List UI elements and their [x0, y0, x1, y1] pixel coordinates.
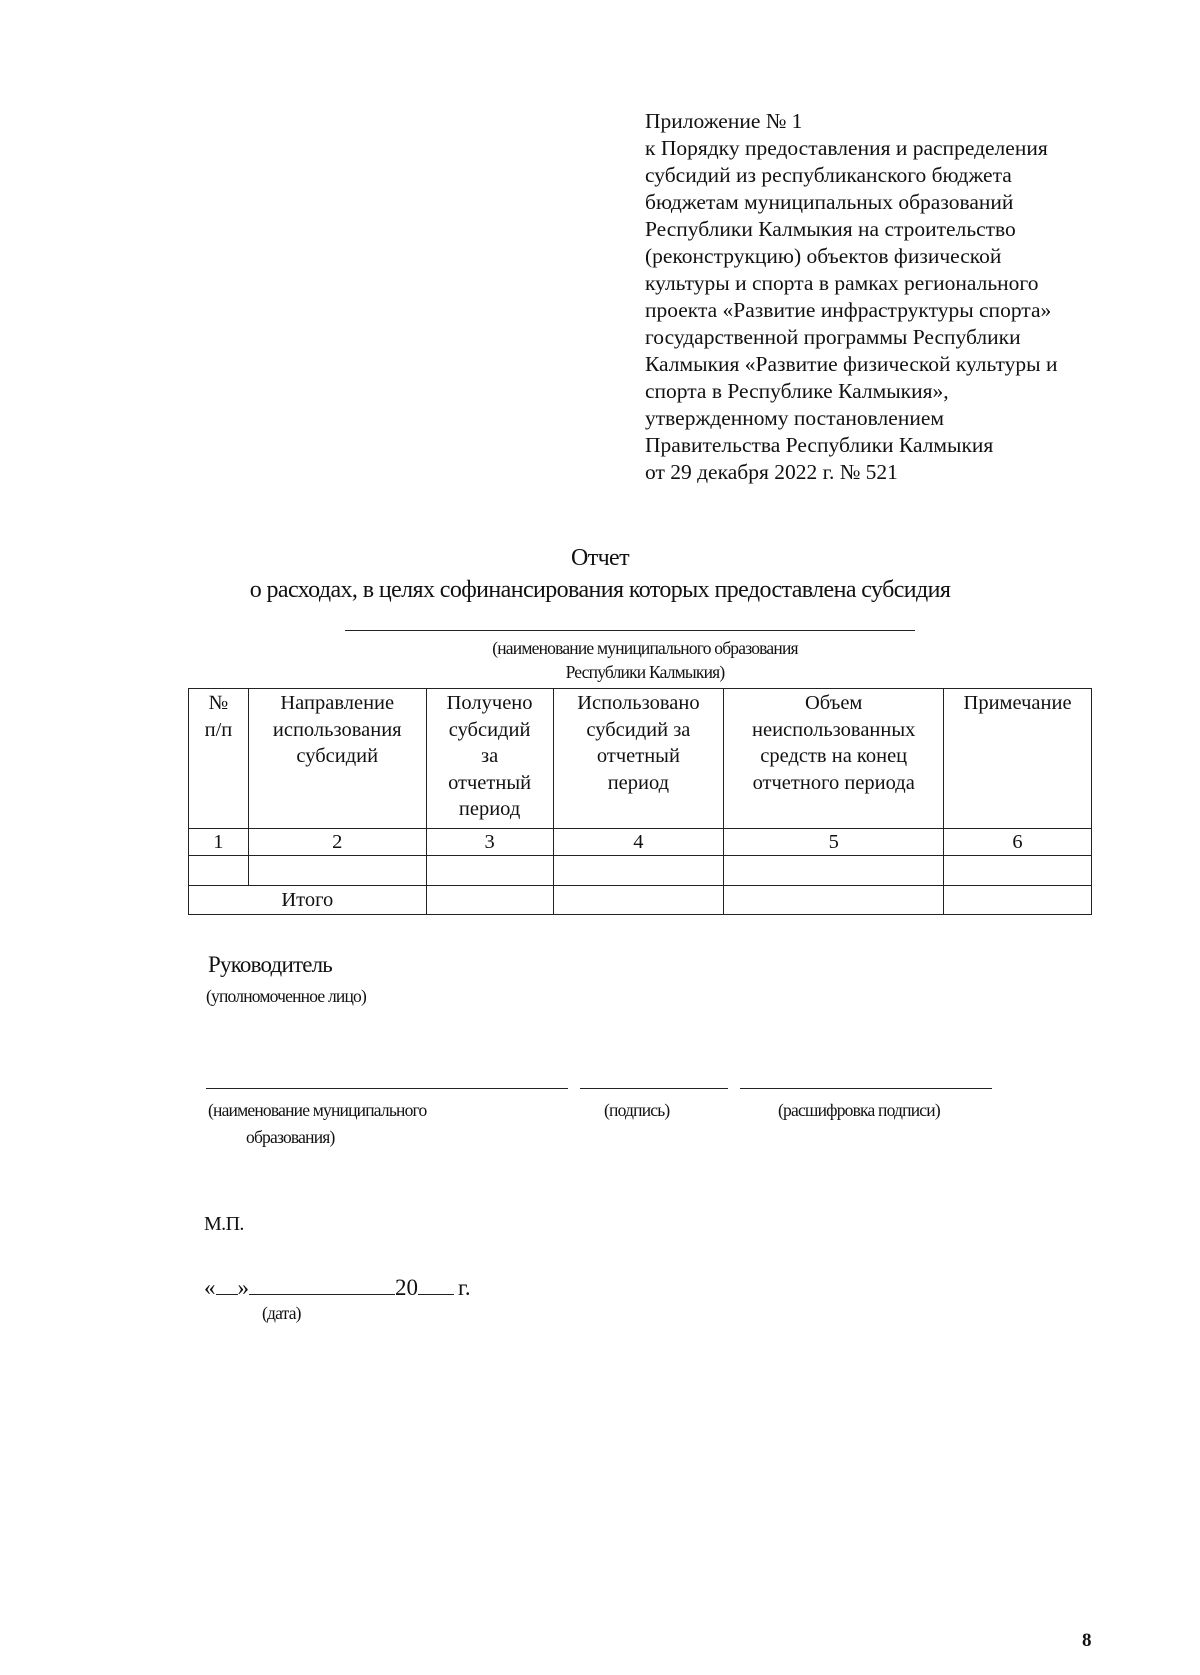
- appendix-line: от 29 декабря 2022 г. № 521: [645, 460, 898, 484]
- municipality-caption-line1: (наименование муниципального образования: [492, 638, 798, 658]
- report-title: Отчет: [570, 545, 630, 571]
- table-cell: [944, 856, 1092, 886]
- appendix-line: субсидий из республиканского бюджета: [645, 163, 1012, 187]
- total-label-cell: [189, 886, 427, 915]
- page-number: 8: [1082, 1630, 1092, 1651]
- header-cell-used: Использовано субсидий за отчетный период: [553, 689, 724, 829]
- date-open-quote: «: [204, 1275, 216, 1300]
- total-label: Итого: [281, 889, 334, 911]
- table-header-row: [189, 689, 1092, 829]
- appendix-line: к Порядку предоставления и распределения: [645, 136, 1048, 160]
- signature-decode-line: [740, 1088, 992, 1089]
- total-row: [189, 886, 1092, 915]
- report-subtitle: о расходах, в целях софинансирования которых предоставлена субсидия: [249, 577, 951, 603]
- table-cell: [553, 886, 724, 915]
- table-cell: [426, 856, 553, 886]
- column-number: 3: [426, 829, 553, 856]
- table-cell: [189, 856, 249, 886]
- appendix-line: Правительства Республики Калмыкия: [645, 433, 994, 457]
- table-cell: [553, 856, 724, 886]
- date-caption: (дата): [262, 1303, 301, 1323]
- column-number: 1: [189, 829, 249, 856]
- report-table: [188, 688, 1092, 915]
- year-suffix: г.: [458, 1275, 471, 1300]
- appendix-line: Республики Калмыкия на строительство: [645, 217, 1016, 241]
- appendix-block: [645, 108, 1115, 486]
- signature-line: [580, 1088, 728, 1089]
- org-caption-line1: (наименование муниципального: [208, 1100, 427, 1120]
- appendix-line: культуры и спорта в рамках регионального: [645, 271, 1039, 295]
- municipality-caption-line2: Республики Калмыкия): [565, 662, 725, 682]
- day-blank: [216, 1272, 238, 1295]
- table-cell: [724, 856, 944, 886]
- signature-caption: (подпись): [604, 1100, 670, 1120]
- header-cell-received: Получено субсидий за отчетный период: [426, 689, 553, 829]
- column-number: 4: [553, 829, 724, 856]
- table-cell: [426, 886, 553, 915]
- table-cell: [248, 856, 426, 886]
- stamp-label: М.П.: [204, 1213, 244, 1235]
- appendix-line: Приложение № 1: [645, 109, 803, 133]
- column-number: 5: [724, 829, 944, 856]
- column-number: 2: [248, 829, 426, 856]
- header-cell-direction: Направление использования субсидий: [248, 689, 426, 829]
- head-label: Руководитель: [208, 952, 332, 977]
- appendix-line: проекта «Развитие инфраструктуры спорта»: [645, 298, 1052, 322]
- table-cell: [724, 886, 944, 915]
- appendix-line: Калмыкия «Развитие физической культуры и: [645, 352, 1058, 376]
- appendix-line: утвержденному постановлением: [645, 406, 944, 430]
- header-cell-number: № п/п: [189, 689, 249, 829]
- org-name-line: [206, 1088, 568, 1089]
- column-number: 6: [944, 829, 1092, 856]
- column-number-row: [189, 829, 1092, 856]
- appendix-line: (реконструкцию) объектов физической: [645, 244, 1002, 268]
- appendix-line: государственной программы Республики: [645, 325, 1021, 349]
- appendix-line: бюджетам муниципальных образований: [645, 190, 1014, 214]
- table-cell: [944, 886, 1092, 915]
- header-cell-unused: Объем неиспользованных средств на конец отчетного периода: [724, 689, 944, 829]
- month-blank: [249, 1272, 395, 1295]
- table-row: [189, 856, 1092, 886]
- date-close-quote: »: [237, 1275, 249, 1300]
- appendix-line: спорта в Республике Калмыкия»,: [645, 379, 949, 403]
- date-row: [204, 1272, 471, 1301]
- year-blank: [418, 1272, 454, 1295]
- head-note: (уполномоченное лицо): [206, 986, 366, 1006]
- decode-caption: (расшифровка подписи): [778, 1100, 940, 1120]
- year-prefix: 20: [395, 1275, 418, 1300]
- header-cell-note: Примечание: [944, 689, 1092, 829]
- municipality-name-line: [345, 630, 915, 631]
- org-caption-line2: образования): [246, 1127, 335, 1147]
